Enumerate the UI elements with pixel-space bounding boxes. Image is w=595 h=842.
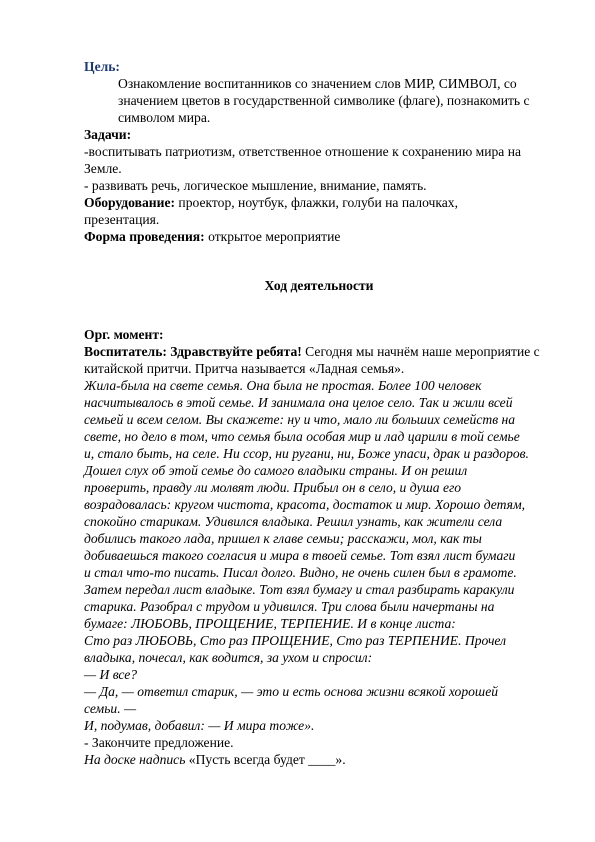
parable-line: спокойно старикам. Удивился владыка. Решил узнать, как жители села xyxy=(84,514,503,529)
parable-line: бумаге: ЛЮБОВЬ, ПРОЩЕНИЕ, ТЕРПЕНИЕ. И в конце листа: xyxy=(84,616,456,631)
parable-line: добиваешься такого согласия и мира в твоей семье. Тот взял лист бумаги xyxy=(84,548,516,563)
equipment-line xyxy=(84,194,554,211)
parable-line: владыка, почесал, как водится, за ухом и спросил: xyxy=(84,650,373,665)
parable-line: старика. Разобрал с трудом и удивился. Три слова были начертаны на xyxy=(84,599,495,614)
goal-line: значением цветов в государственной символике (флаге), познакомить с xyxy=(118,93,530,108)
board-label: На доске надпись xyxy=(84,752,186,767)
task-line: Земле. xyxy=(84,161,122,176)
parable-line: — И все? xyxy=(84,667,138,682)
parable-line: семьи. — xyxy=(84,701,137,716)
parable-line: Дошел слух об этой семье до самого владыки страны. И он решил xyxy=(84,463,468,478)
goal-text xyxy=(84,75,554,126)
form-label: Форма проведения: xyxy=(84,229,205,244)
parable-line: и, стало быть, на селе. Ни ссор, ни ругани, ни, Боже упаси, драк и раздоров. xyxy=(84,446,529,461)
parable-text xyxy=(84,377,554,734)
task-line: - развивать речь, логическое мышление, внимание, память. xyxy=(84,178,427,193)
equipment-label: Оборудование: xyxy=(84,195,176,210)
parable-line: проверить, правду ли молвят люди. Прибыл он в село, и душа его xyxy=(84,480,462,495)
goal-line: символом мира. xyxy=(118,110,211,125)
board-line xyxy=(84,751,554,768)
parable-line: возрадовалась: кругом чистота, красота, достаток и мир. Хорошо детям, xyxy=(84,497,526,512)
goal-label: Цель: xyxy=(84,59,120,74)
parable-line: семьей и всем селом. Вы скажете: ну и что, мало ли больших семейств на xyxy=(84,412,516,427)
parable-line: Затем передал лист владыке. Тот взял бумагу и стал разбирать каракули xyxy=(84,582,515,597)
document-page xyxy=(84,58,554,768)
parable-line: насчитывалось в этой семье. И занимала она целое село. Так и жили всей xyxy=(84,395,513,410)
task-line: -воспитывать патриотизм, ответственное отношение к сохранению мира на xyxy=(84,144,522,159)
form-line xyxy=(84,228,554,245)
parable-line: — Да, — ответил старик, — это и есть основа жизни всякой хорошей xyxy=(84,684,499,699)
finish-sentence-line: - Закончите предложение. xyxy=(84,735,234,750)
org-moment-heading: Орг. момент: xyxy=(84,327,164,342)
equipment-text: проектор, ноутбук, флажки, голуби на палочках, xyxy=(175,195,458,210)
goal-line: Ознакомление воспитанников со значением слов МИР, СИМВОЛ, со xyxy=(118,76,517,91)
teacher-line xyxy=(84,343,554,360)
parable-line: И, подумав, добавил: — И мира тоже». xyxy=(84,718,315,733)
parable-line: Сто раз ЛЮБОВЬ, Сто раз ПРОЩЕНИЕ, Сто раз ТЕРПЕНИЕ. Прочел xyxy=(84,633,507,648)
parable-line: и стал что-то писать. Писал долго. Видно, не очень силен был в грамоте. xyxy=(84,565,517,580)
tasks-label: Задачи: xyxy=(84,127,132,142)
teacher-text: Сегодня мы начнём наше мероприятие с xyxy=(301,344,540,359)
board-text: «Пусть всегда будет ____». xyxy=(185,752,346,767)
teacher-text-continued: китайской притчи. Притча называется «Ладная семья». xyxy=(84,361,405,376)
teacher-label: Воспитатель: Здравствуйте ребята! xyxy=(84,344,302,359)
parable-line: свете, но дело в том, что семья была особая мир и лад царили в той семье xyxy=(84,429,520,444)
section-title: Ход деятельности xyxy=(264,278,374,293)
parable-line: Жила-была на свете семья. Она была не простая. Более 100 человек xyxy=(84,378,482,393)
parable-line: добились такого лада, пришел к главе семьи; расскажи, мол, как ты xyxy=(84,531,482,546)
equipment-text-continued: презентация. xyxy=(84,212,160,227)
form-text: открытое мероприятие xyxy=(204,229,341,244)
